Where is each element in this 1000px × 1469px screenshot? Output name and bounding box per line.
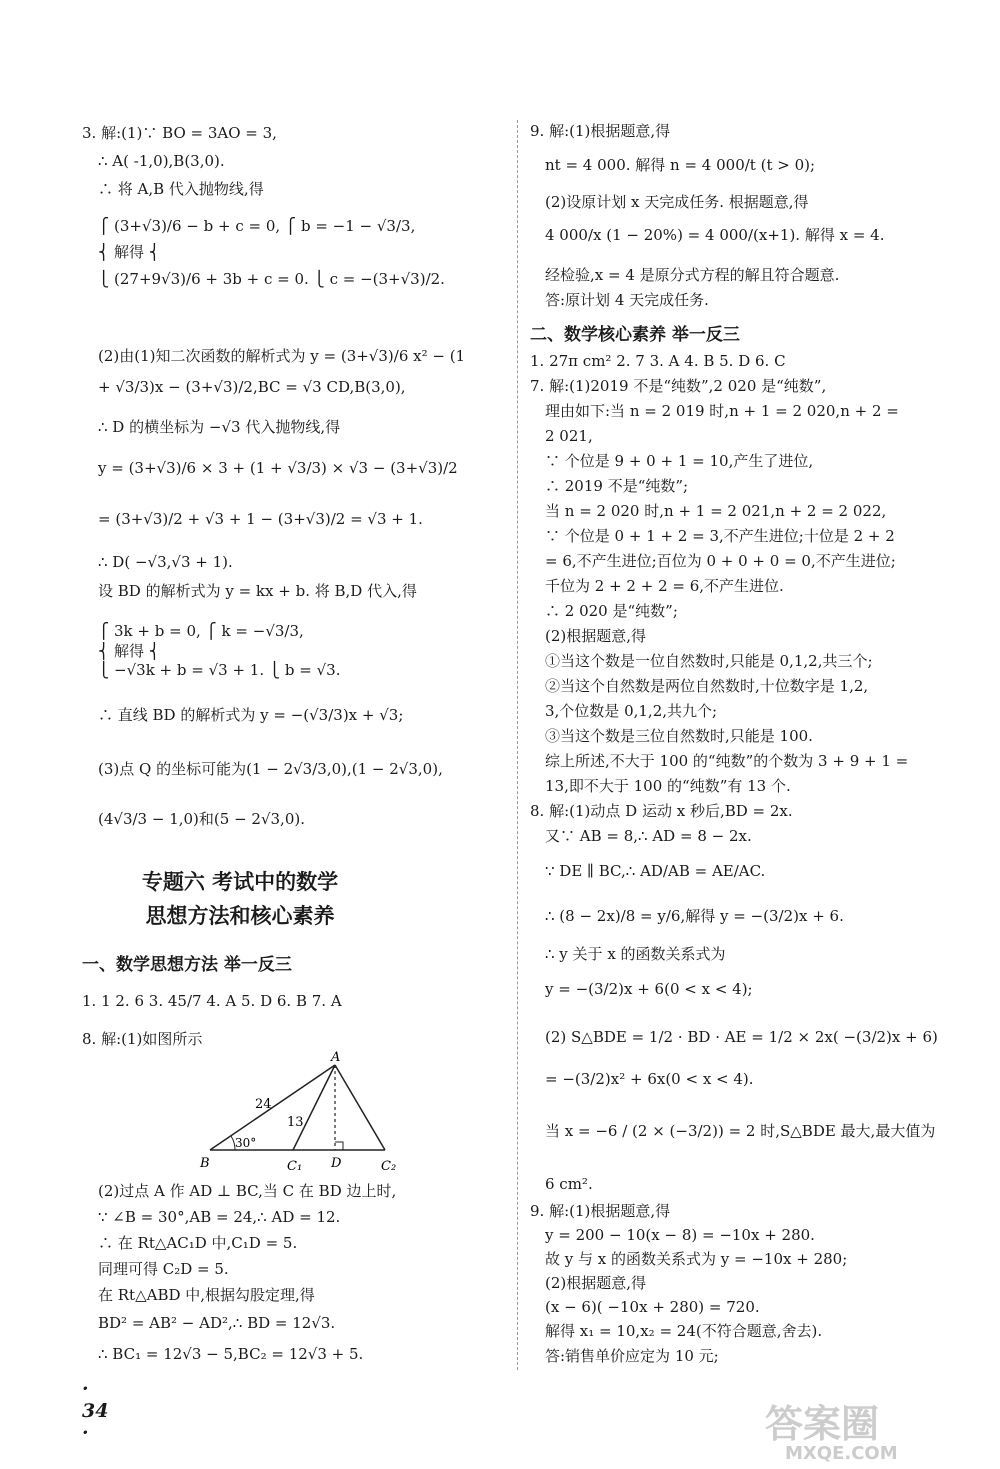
section-heading: 一、数学思想方法 举一反三 — [82, 955, 292, 975]
text-line: 答:原计划 4 天完成任务. — [545, 291, 709, 309]
text-line: 又∵ AB = 8,∴ AD = 8 − 2x. — [545, 827, 752, 845]
text-line: 4 000/x (1 − 20%) = 4 000/(x+1). 解得 x = 4. — [545, 226, 885, 244]
text-line: 在 Rt△ABD 中,根据勾股定理,得 — [98, 1286, 315, 1304]
text-line: ∴ 将 A,B 代入抛物线,得 — [98, 180, 264, 198]
text-line: 8. 解:(1)动点 D 运动 x 秒后,BD = 2x. — [530, 802, 793, 820]
text-line: ∴ 2 020 是“纯数”; — [545, 602, 678, 620]
text-line: ①当这个数是一位自然数时,只能是 0,1,2,共三个; — [545, 652, 873, 670]
label-C2: C₂ — [381, 1159, 397, 1174]
segment-AC1 — [293, 1065, 335, 1150]
text-line: ∴ y 关于 x 的函数关系式为 — [545, 945, 726, 963]
text-line: (4√3/3 − 1,0)和(5 − 2√3,0). — [98, 810, 305, 828]
text-line: 7. 解:(1)2019 不是“纯数”,2 020 是“纯数”, — [530, 377, 827, 395]
watermark-url: MXQE.COM — [785, 1443, 898, 1463]
text-line: + √3/3)x − (3+√3)/2,BC = √3 CD,B(3,0), — [98, 378, 406, 396]
section-heading: 二、数学核心素养 举一反三 — [530, 325, 740, 345]
text-line: ∴ 直线 BD 的解析式为 y = −(√3/3)x + √3; — [98, 706, 404, 724]
label-B: B — [200, 1156, 210, 1171]
text-line: 13,即不大于 100 的“纯数”有 13 个. — [545, 777, 791, 795]
text-line: = (3+√3)/2 + √3 + 1 − (3+√3)/2 = √3 + 1. — [98, 510, 423, 528]
page-number: · 34 · — [82, 1378, 109, 1444]
equation-system: ⎩ −√3k + b = √3 + 1. ⎩ b = √3. — [98, 661, 341, 679]
segment-AB — [210, 1065, 335, 1150]
text-line: 9. 解:(1)根据题意,得 — [530, 1202, 671, 1220]
text-line: ∴ D 的横坐标为 −√3 代入抛物线,得 — [98, 418, 341, 436]
text-line: (3)点 Q 的坐标可能为(1 − 2√3/3,0),(1 − 2√3,0), — [98, 760, 443, 778]
chapter-subtitle: 思想方法和核心素养 — [145, 904, 335, 928]
right-angle-mark — [335, 1142, 343, 1150]
text-line: y = −(3/2)x + 6(0 < x < 4); — [545, 980, 753, 998]
text-line: 综上所述,不大于 100 的“纯数”的个数为 3 + 9 + 1 = — [545, 752, 909, 770]
text-line: ∵ 个位是 9 + 0 + 1 = 10,产生了进位, — [545, 452, 814, 470]
equation-system: ⎧ (3+√3)/6 − b + c = 0, ⎧ b = −1 − √3/3, — [98, 217, 416, 235]
text-line: 6 cm². — [545, 1175, 593, 1193]
text-line: 经检验,x = 4 是原分式方程的解且符合题意. — [545, 266, 840, 284]
text-line: 当 x = −6 / (2 × (−3/2)) = 2 时,S△BDE 最大,最大值为 — [545, 1122, 936, 1140]
answer-list: 1. 27π cm² 2. 7 3. A 4. B 5. D 6. C — [530, 352, 786, 370]
label-C1: C₁ — [287, 1159, 303, 1174]
label-13: 13 — [287, 1115, 304, 1130]
text-line: ∴ A( -1,0),B(3,0). — [98, 152, 225, 170]
text-line: ∵ ∠B = 30°,AB = 24,∴ AD = 12. — [98, 1208, 341, 1226]
label-A: A — [331, 1050, 341, 1065]
label-D: D — [331, 1156, 342, 1171]
equation-system: ⎨ 解得 ⎨ — [98, 243, 161, 261]
text-line: (2)根据题意,得 — [545, 627, 647, 645]
text-line: y = 200 − 10(x − 8) = −10x + 280. — [545, 1226, 815, 1244]
text-line: 千位为 2 + 2 + 2 = 6,不产生进位. — [545, 577, 784, 595]
text-line: 8. 解:(1)如图所示 — [82, 1030, 203, 1048]
segment-AC2 — [335, 1065, 385, 1150]
text-line: 答:销售单价应定为 10 元; — [545, 1347, 719, 1365]
text-line: 当 n = 2 020 时,n + 1 = 2 021,n + 2 = 2 022, — [545, 502, 887, 520]
text-line: 3,个位数是 0,1,2,共九个; — [545, 702, 718, 720]
label-30deg: 30° — [235, 1136, 257, 1150]
text-line: (2) S△BDE = 1/2 · BD · AE = 1/2 × 2x( −(3/2)x + 6) — [545, 1028, 938, 1046]
text-line: ∵ 个位是 0 + 1 + 2 = 3,不产生进位;十位是 2 + 2 — [545, 527, 895, 545]
text-line: ∴ 2019 不是“纯数”; — [545, 477, 689, 495]
text-line: 3. 解:(1)∵ BO = 3AO = 3, — [82, 124, 277, 142]
equation-system: ⎧ 3k + b = 0, ⎧ k = −√3/3, — [98, 622, 304, 640]
text-line: = 6,不产生进位;百位为 0 + 0 + 0 = 0,不产生进位; — [545, 552, 896, 570]
triangle-figure — [195, 1050, 410, 1175]
text-line: ∴ 在 Rt△AC₁D 中,C₁D = 5. — [98, 1234, 298, 1252]
equation-system: ⎩ (27+9√3)/6 + 3b + c = 0. ⎩ c = −(3+√3)/2. — [98, 270, 445, 288]
text-line: ③当这个数是三位自然数时,只能是 100. — [545, 727, 813, 745]
text-line: (x − 6)( −10x + 280) = 720. — [545, 1298, 760, 1316]
chapter-title: 专题六 考试中的数学 — [141, 870, 339, 894]
text-line: (2)根据题意,得 — [545, 1274, 647, 1292]
text-line: y = (3+√3)/6 × 3 + (1 + √3/3) × √3 − (3+√3)/2 — [98, 459, 458, 477]
text-line: (2)由(1)知二次函数的解析式为 y = (3+√3)/6 x² − (1 — [98, 347, 466, 365]
text-line: BD² = AB² − AD²,∴ BD = 12√3. — [98, 1314, 336, 1332]
text-line: 2 021, — [545, 427, 593, 445]
column-divider — [517, 120, 518, 1370]
equation-system: ⎨ 解得 ⎨ — [98, 642, 161, 660]
text-line: 解得 x₁ = 10,x₂ = 24(不符合题意,舍去). — [545, 1322, 823, 1340]
answer-list: 1. 1 2. 6 3. 45/7 4. A 5. D 6. B 7. A — [82, 992, 342, 1010]
text-line: ②当这个自然数是两位自然数时,十位数字是 1,2, — [545, 677, 869, 695]
text-line: 设 BD 的解析式为 y = kx + b. 将 B,D 代入,得 — [98, 582, 417, 600]
text-line: (2)过点 A 作 AD ⊥ BC,当 C 在 BD 边上时, — [98, 1182, 397, 1200]
text-line: 故 y 与 x 的函数关系式为 y = −10x + 280; — [545, 1250, 848, 1268]
watermark-logo — [755, 1395, 980, 1463]
text-line: 理由如下:当 n = 2 019 时,n + 1 = 2 020,n + 2 = — [545, 402, 899, 420]
watermark-text: 答案圈 — [765, 1402, 880, 1446]
label-24: 24 — [255, 1097, 272, 1112]
text-line: ∵ DE ∥ BC,∴ AD/AB = AE/AC. — [545, 862, 766, 880]
text-line: 9. 解:(1)根据题意,得 — [530, 122, 671, 140]
text-line: ∴ (8 − 2x)/8 = y/6,解得 y = −(3/2)x + 6. — [545, 907, 844, 925]
text-line: 同理可得 C₂D = 5. — [98, 1260, 229, 1278]
text-line: nt = 4 000. 解得 n = 4 000/t (t > 0); — [545, 156, 816, 174]
text-line: ∴ BC₁ = 12√3 − 5,BC₂ = 12√3 + 5. — [98, 1345, 364, 1363]
text-line: = −(3/2)x² + 6x(0 < x < 4). — [545, 1070, 754, 1088]
text-line: ∴ D( −√3,√3 + 1). — [98, 553, 233, 571]
text-line: (2)设原计划 x 天完成任务. 根据题意,得 — [545, 193, 809, 211]
